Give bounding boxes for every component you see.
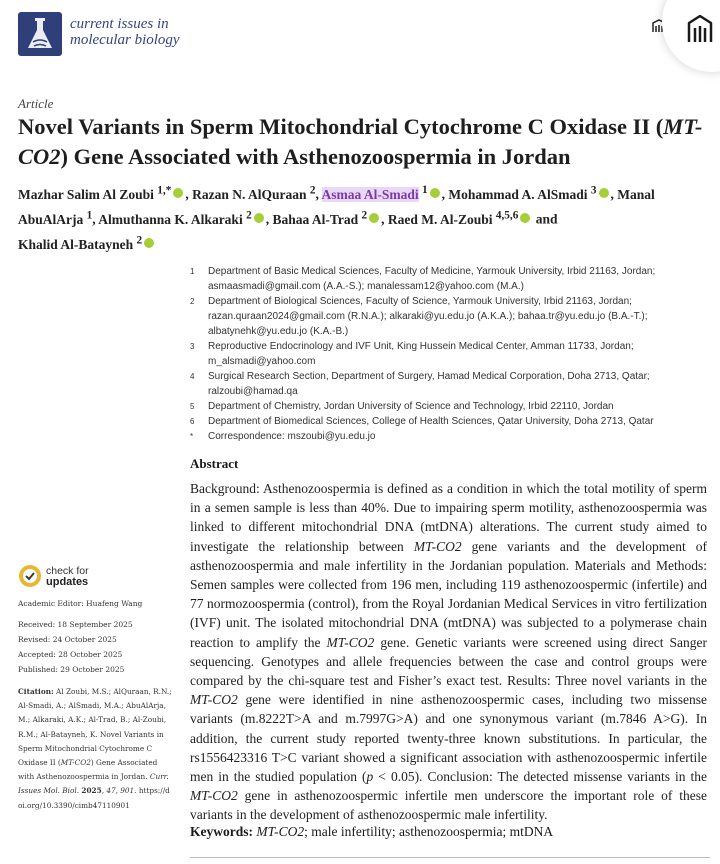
orcid-icon[interactable]	[369, 213, 379, 223]
author-1[interactable]: Mazhar Salim Al Zoubi $^{1,*}$	[18, 187, 185, 202]
author-6[interactable]: Almuthanna K. Alkaraki $^2$	[98, 212, 265, 227]
orcid-icon[interactable]	[430, 188, 440, 198]
citation: Citation: Al Zoubi, M.S.; AlQuraan, R.N.; Al-Smadi, A.; AlSmadi, M.A.; AbuAlArja, M.; Alkaraki, A.K.; Al-Trad, B.; Al-Zoubi, R.M.; Al-Batayneh, K. Novel Variants in Sperm Mitochondrial Cytochrome C Oxidase II (MT-CO2) Gene Associated with Asthenozoospermia in Jordan. Curr. Issues Mol. Biol. 2025, 47, 901. https://doi.org/10.3390/cimb47110901	[18, 687, 172, 810]
article-type: Article	[18, 96, 54, 111]
divider	[190, 857, 710, 858]
keywords: Keywords: MT-CO2; male infertility; asthenozoospermia; mtDNA	[190, 824, 554, 839]
affiliation-5: 5 Department of Chemistry, Jordan University of Science and Technology, Irbid 22110, Jordan	[190, 401, 614, 412]
received-date: Received: 18 September 2025	[18, 620, 133, 629]
author-7[interactable]: Bahaa Al-Trad $^2$	[272, 212, 381, 227]
check-for-updates-icon[interactable]	[18, 564, 42, 588]
correspondence: * Correspondence: mszoubi@yu.edu.jo	[190, 431, 376, 442]
flask-icon	[18, 12, 62, 56]
author-8[interactable]: Raed M. Al-Zoubi $^{4,5,6}$	[388, 212, 533, 227]
author-4[interactable]: Mohammad A. AlSmadi $^3$	[448, 187, 610, 202]
affiliation-3: 3 Reproductive Endocrinology and IVF Unit, King Hussein Medical Center, Amman 11733, Jordan; m_alsmadi@yahoo.com	[190, 341, 634, 367]
share-icon[interactable]	[687, 14, 713, 44]
academic-editor: Academic Editor: Huafeng Wang	[18, 599, 143, 608]
journal-name[interactable]	[70, 16, 180, 48]
title-part2: ) Gene Associated with Asthenozoospermia in Jordan	[60, 144, 571, 169]
title-gene: MT-CO2	[18, 114, 703, 169]
affiliation-6: 6 Department of Biomedical Sciences, College of Health Sciences, Qatar University, Doha 2713, Qatar	[190, 416, 654, 427]
article-title	[18, 112, 713, 172]
revised-date: Revised: 24 October 2025	[18, 635, 117, 644]
abstract-heading: Abstract	[190, 456, 239, 471]
orcid-icon[interactable]	[599, 188, 609, 198]
author-2[interactable]: Razan N. AlQuraan $^2$	[192, 184, 316, 202]
accepted-date: Accepted: 28 October 2025	[18, 650, 123, 659]
author-5[interactable]: Manal AbuAlArja $^1$	[18, 186, 655, 227]
journal-name-line2: molecular biology	[70, 32, 180, 48]
orcid-icon[interactable]	[173, 188, 183, 198]
abstract-body: Background: Asthenozoospermia is defined as a condition in which the total motility of sperm in a semen sample is less than 40%. Due to impairing sperm motility, asthenozoospermia was linked to different mitochondrial DNA (mtDNA) alterations. The current study aimed to investigate the relationship between MT-CO2 gene variants and the development of asthenozoospermia and male infertility in the Jordanian population. Materials and Methods: Semen samples were collected from 196 men, including 119 asthenozoospermic (infertile) and 77 normozoospermia (control), from the Royal Jordanian Medical Services in vitro fertilization (IVF) unit. The isolated mitochondrial DNA (mtDNA) was subjected to a polymerase chain reaction to amplify the MT-CO2 gene. Genetic variants were screened using direct Sanger sequencing. Genotypes and allele frequencies between the case and control groups were compared by the chi-square test and Fisher’s exact test. Results: Three novel variants in the MT-CO2 gene were identified in nine asthenozoospermic cases, including two missense variants (m.8222T>A and m.7997G>A) and one synonymous variant (m.7846 A>G). In addition, the current study reported twenty-three known substitutions. In particular, the rs1556423316 T>C variant showed a significant association with asthenozoospermic infertile men in the studied population (p < 0.05). Conclusion: The detected missense variants in the MT-CO2 gene in asthenozoospermic infertile men underscore the important role of these variants in the development of asthenozoospermic male infertility.	[190, 481, 708, 823]
author-list: Mazhar Salim Al Zoubi $^{1,*}$ , Razan N. AlQuraan $^2$, Asmaa Al-Smadi $^1$ , Mohammad A. AlSmadi $^3$ , Manal AbuAlArja $^1$, Almuthanna K. Alkaraki $^2$ , Bahaa Al-Trad $^2$ , Raed M. Al-Zoubi $^{4,5,6}$ and Khalid Al-Batayneh $^2$	[18, 184, 655, 252]
published-date: Published: 29 October 2025	[18, 665, 125, 674]
orcid-icon[interactable]	[254, 213, 264, 223]
citation-doi-link[interactable]: https://doi.org/10.3390/cimb47110901	[18, 786, 170, 810]
affiliation-2: 2 Department of Biological Sciences, Faculty of Science, Yarmouk University, Irbid 21163, Jordan; razan.quraan2024@gmail.com (R.N.A.); alkaraki@yu.edu.jo (A.K.A.); bahaa.tr@yu.edu.jo (B.A.-T.); albatynehk@yu.edu.jo (K.A.-B.)	[190, 296, 648, 337]
orcid-icon[interactable]	[144, 238, 154, 248]
affiliation-list	[190, 264, 705, 444]
orcid-icon[interactable]	[520, 213, 530, 223]
check-for-updates[interactable]: check for updates	[46, 565, 89, 588]
author-9[interactable]: Khalid Al-Batayneh $^2$	[18, 237, 156, 252]
affiliation-1: 1 Department of Basic Medical Sciences, Faculty of Medicine, Yarmouk University, Irbid 21163, Jordan; asmaasmadi@gmail.com (A.A.-S.); manalessam12@yahoo.com (M.A.)	[190, 266, 656, 292]
author-3[interactable]: Asmaa Al-Smadi	[321, 186, 419, 202]
affiliation-4: 4 Surgical Research Section, Department of Surgery, Hamad Medical Corporation, Doha 2713, Qatar; ralzoubi@hamad.qa	[190, 371, 650, 397]
authors-and: and	[535, 211, 558, 227]
journal-name-line1: current issues in	[70, 16, 169, 32]
title-part1: Novel Variants in Sperm Mitochondrial Cytochrome C Oxidase II (	[18, 114, 664, 139]
journal-logo	[18, 12, 62, 56]
